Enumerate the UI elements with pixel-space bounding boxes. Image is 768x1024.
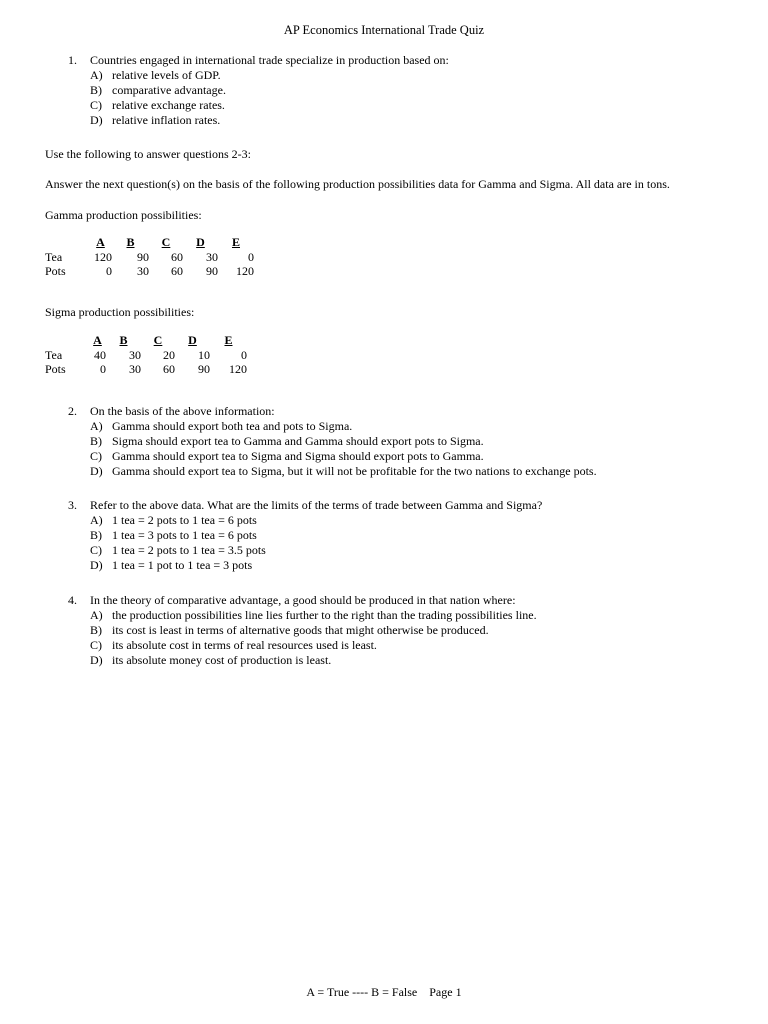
- option-text: Gamma should export tea to Sigma and Sigma should export pots to Gamma.: [112, 449, 484, 463]
- row-label: Tea: [45, 249, 63, 264]
- option-letter: B): [90, 434, 102, 448]
- column-header: A: [96, 235, 105, 249]
- option-text: 1 tea = 2 pots to 1 tea = 6 pots: [112, 513, 257, 527]
- column-header: E: [231, 235, 240, 249]
- option-text: its absolute cost in terms of real resources used is least.: [112, 638, 377, 652]
- answer-option: [68, 513, 728, 528]
- gamma-table: [45, 235, 254, 279]
- answer-option: [68, 98, 728, 113]
- table-cell: 90: [206, 264, 218, 278]
- question-stem: On the basis of the above information:: [90, 404, 275, 418]
- sigma-table: [45, 333, 247, 377]
- option-letter: B): [90, 623, 102, 637]
- option-letter: B): [90, 83, 102, 97]
- option-text: Gamma should export tea to Sigma, but it will not be profitable for the two nations to exchange pots.: [112, 464, 597, 478]
- answer-option: [68, 419, 728, 434]
- question-stem: In the theory of comparative advantage, a good should be produced in that nation where:: [90, 593, 516, 607]
- option-text: Sigma should export tea to Gamma and Gamma should export pots to Sigma.: [112, 434, 484, 448]
- option-text: relative exchange rates.: [112, 98, 225, 112]
- table-cell: 0: [106, 264, 112, 278]
- table-cell: 0: [100, 362, 106, 376]
- question-1: [68, 53, 728, 128]
- answer-option: [68, 528, 728, 543]
- column-header: A: [93, 333, 102, 347]
- row-label: Pots: [45, 264, 66, 278]
- option-text: 1 tea = 3 pots to 1 tea = 6 pots: [112, 528, 257, 542]
- table-cell: 30: [206, 249, 218, 264]
- option-text: 1 tea = 1 pot to 1 tea = 3 pots: [112, 558, 253, 572]
- question-2: [68, 404, 728, 479]
- table-cell: 30: [129, 362, 141, 376]
- question-stem: Refer to the above data. What are the limits of the terms of trade between Gamma and Sigma?: [90, 498, 543, 512]
- column-header: C: [161, 235, 171, 249]
- option-letter: C): [90, 638, 102, 652]
- sigma-heading: Sigma production possibilities:: [45, 305, 195, 319]
- option-text: Gamma should export both tea and pots to Sigma.: [112, 419, 353, 433]
- option-letter: D): [90, 558, 103, 572]
- column-header: C: [153, 333, 163, 347]
- table-cell: 60: [171, 264, 183, 278]
- table-row: [45, 348, 247, 363]
- table-cell: 30: [137, 264, 149, 278]
- table-cell: 40: [94, 347, 106, 362]
- answer-option: [68, 83, 728, 98]
- question-number: 1.: [68, 53, 77, 67]
- option-text: the production possibilities line lies further to the right than the trading possibilities line.: [112, 608, 537, 622]
- column-header: D: [196, 235, 205, 249]
- answer-option: [68, 608, 728, 623]
- table-cell: 0: [241, 347, 247, 362]
- table-cell: 120: [229, 362, 247, 376]
- option-letter: A): [90, 513, 103, 527]
- table-cell: 60: [163, 362, 175, 376]
- option-letter: D): [90, 464, 103, 478]
- row-label: Tea: [45, 347, 63, 362]
- option-letter: A): [90, 68, 103, 82]
- question-stem: Countries engaged in international trade specialize in production based on:: [90, 53, 449, 67]
- footer-text: A = True ---- B = False Page 1: [306, 985, 462, 999]
- answer-option: [68, 434, 728, 449]
- gamma-heading: Gamma production possibilities:: [45, 208, 202, 222]
- row-label: Pots: [45, 362, 66, 376]
- answer-option: [68, 449, 728, 464]
- table-cell: 60: [171, 249, 183, 264]
- option-letter: D): [90, 113, 103, 127]
- page-footer: [0, 985, 768, 1000]
- option-text: relative inflation rates.: [112, 113, 221, 127]
- table-cell: 20: [163, 347, 175, 362]
- use-following-note: Use the following to answer questions 2-3:: [45, 147, 251, 161]
- table-row: [45, 264, 254, 279]
- table-row: [45, 250, 254, 265]
- table-cell: 90: [198, 362, 210, 376]
- option-letter: A): [90, 608, 103, 622]
- table-cell: 30: [129, 347, 141, 362]
- option-text: 1 tea = 2 pots to 1 tea = 3.5 pots: [112, 543, 266, 557]
- answer-option: [68, 638, 728, 653]
- question-number: 3.: [68, 498, 77, 512]
- answer-option: [68, 113, 728, 128]
- answer-option: [68, 543, 728, 558]
- question-3: [68, 498, 728, 573]
- instructions-paragraph: Answer the next question(s) on the basis of the following production possibilities data for Gamma and Sigma. All data are in tons.: [45, 177, 670, 191]
- table-cell: 0: [248, 249, 254, 264]
- table-row: [45, 362, 247, 377]
- option-text: its cost is least in terms of alternative goods that might otherwise be produced.: [112, 623, 489, 637]
- answer-option: [68, 68, 728, 83]
- answer-option: [68, 464, 728, 479]
- table-cell: 120: [236, 264, 254, 278]
- document-title: AP Economics International Trade Quiz: [283, 23, 485, 37]
- option-letter: B): [90, 528, 102, 542]
- column-header: B: [119, 333, 128, 347]
- table-cell: 10: [198, 347, 210, 362]
- question-number: 4.: [68, 593, 77, 607]
- option-letter: D): [90, 653, 103, 667]
- column-header: E: [224, 333, 233, 347]
- option-letter: C): [90, 543, 102, 557]
- table-cell: 90: [137, 249, 149, 264]
- option-text: comparative advantage.: [112, 83, 226, 97]
- option-text: relative levels of GDP.: [112, 68, 221, 82]
- answer-option: [68, 623, 728, 638]
- question-number: 2.: [68, 404, 77, 418]
- table-cell: 120: [94, 249, 112, 264]
- option-letter: C): [90, 98, 102, 112]
- answer-option: [68, 558, 728, 573]
- answer-option: [68, 653, 728, 668]
- column-header: D: [188, 333, 197, 347]
- column-header: B: [126, 235, 135, 249]
- option-text: its absolute money cost of production is least.: [112, 653, 332, 667]
- question-4: [68, 593, 728, 668]
- option-letter: C): [90, 449, 102, 463]
- option-letter: A): [90, 419, 103, 433]
